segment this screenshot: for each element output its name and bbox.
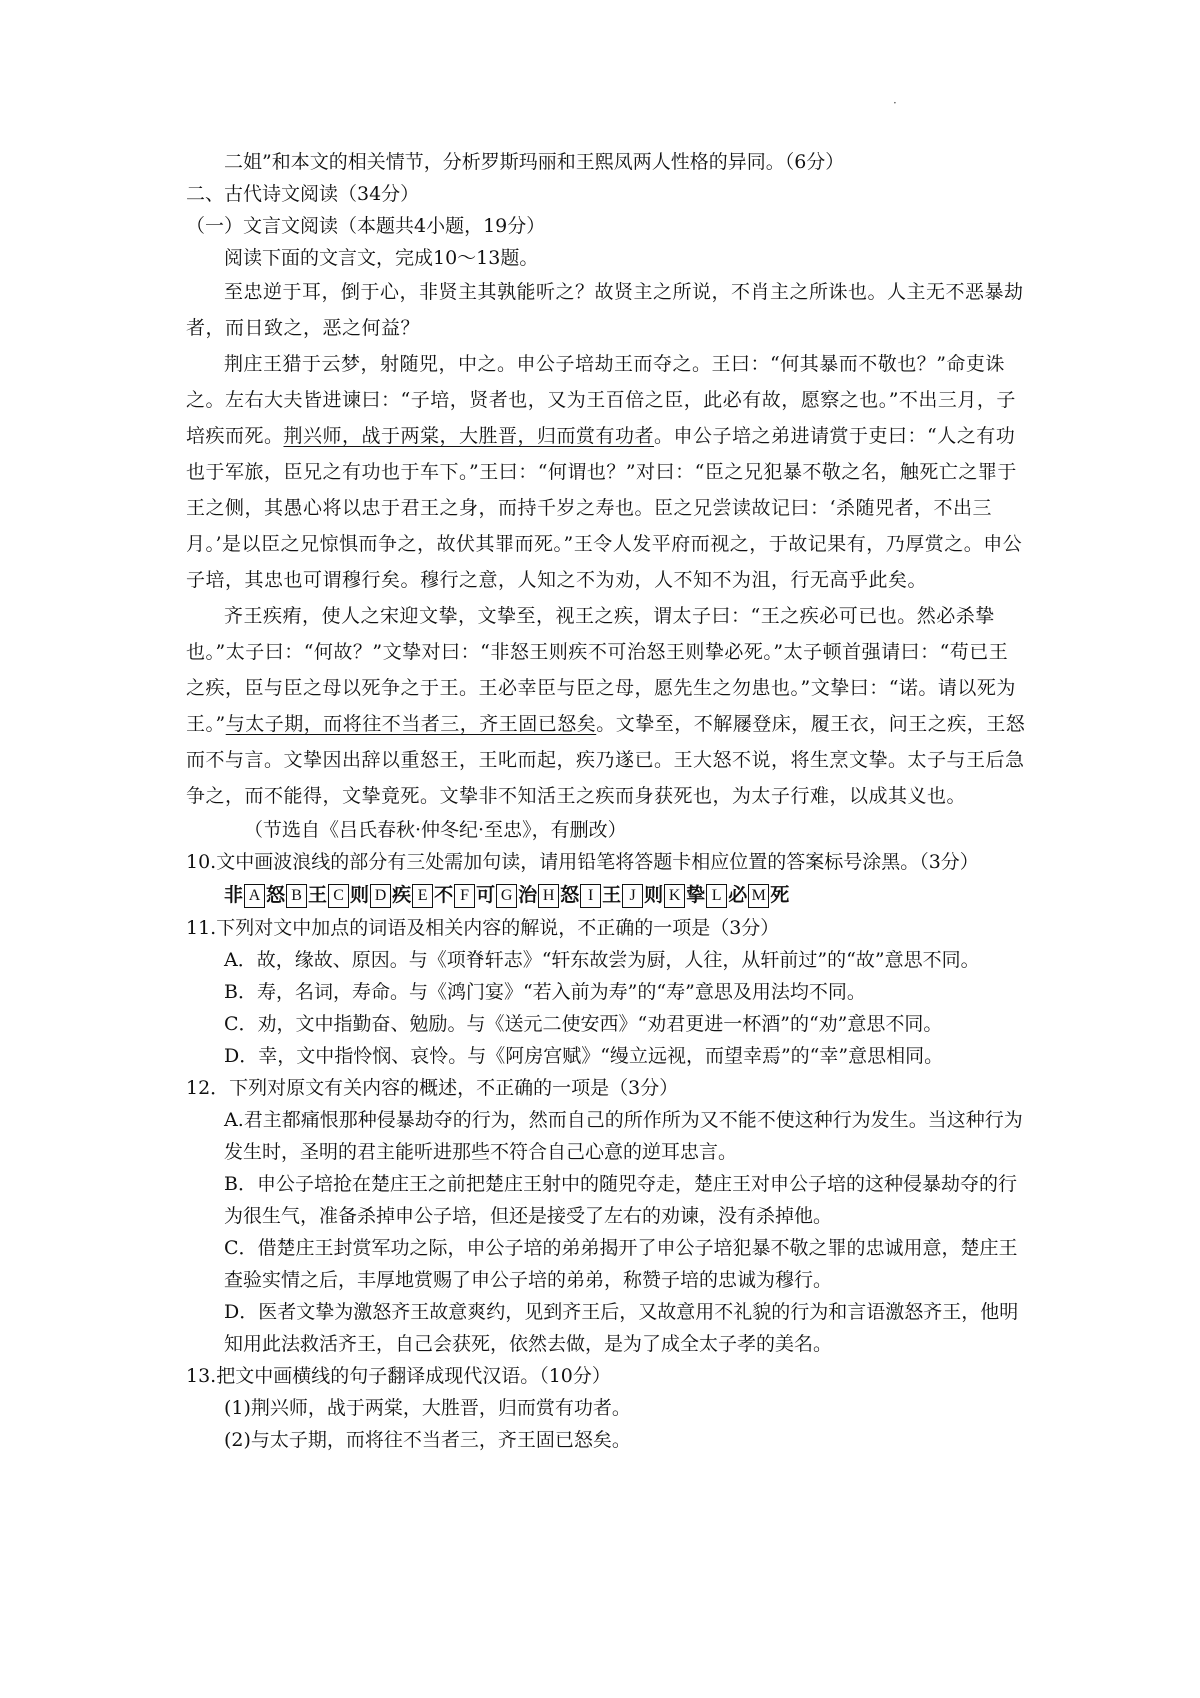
- answer-box-F[interactable]: F: [454, 884, 475, 908]
- text-line: 11.下列对文中加点的词语及相关内容的解说，不正确的一项是（3分）: [186, 917, 780, 939]
- classical-paragraph: [186, 346, 1026, 598]
- text-line: B．申公子培抢在楚庄王之前把楚庄王射中的随兕夺走，楚庄王对申公子培的这种侵暴劫夺的行为很生气，准备杀掉申公子培，但还是接受了左右的劝谏，没有杀掉他。: [224, 1173, 1017, 1227]
- paragraph-text: 齐王疾痏，使人之宋迎文挚，文挚至，视王之疾，谓太子曰：“王之疾必可已也。然必杀挚也。”太子曰：“何故？”文挚对曰：“非怒王则疾不可治怒王则挚必死。”太子顿首强请曰：“苟已王之疾，臣与臣之母以死争之于王。王必幸臣与臣之母，愿先生之勿患也。”文挚曰：“诺。请以死为王。”: [186, 605, 1016, 735]
- text-line: （一）文言文阅读（本题共4小题，19分）: [186, 215, 546, 237]
- passage-char: 挚: [686, 884, 706, 906]
- text-line: 10.文中画波浪线的部分有三处需加句读，请用铅笔将答题卡相应位置的答案标号涂黑。（3分）: [186, 851, 979, 873]
- top-mark: ·: [893, 96, 897, 110]
- passage-char: 则: [350, 884, 370, 906]
- passage-char: 王: [602, 884, 622, 906]
- passage-char: 不: [434, 884, 454, 906]
- text-line: C．劝，文中指勤奋、勉励。与《送元二使安西》“劝君更进一杯酒”的“劝”意思不同。: [224, 1013, 943, 1035]
- paragraph-text: 。文挚至，不解屦登床，履王衣，问王之疾，王怒而不与言。文挚因出辞以重怒王，王叱而起，疾乃遂已。王大怒不说，将生烹文挚。太子与王后急争之，而不能得，文挚竟死。文挚非不知活王之疾而身获死也，为太子行难，以成其义也。: [186, 713, 1026, 807]
- answer-box-C[interactable]: C: [328, 884, 349, 908]
- answer-box-A[interactable]: A: [244, 884, 265, 908]
- text-line: D．医者文挚为激怒齐王故意爽约，见到齐王后，又故意用不礼貌的行为和言语激怒齐王，他明知用此法救活齐王，自己会获死，依然去做，是为了成全太子孝的美名。: [224, 1301, 1019, 1355]
- text-line: 二、古代诗文阅读（34分）: [186, 183, 420, 205]
- passage-char: 非: [224, 884, 244, 906]
- text-line: 二姐”和本文的相关情节，分析罗斯玛丽和王熙凤两人性格的异同。（6分）: [224, 151, 845, 173]
- classical-paragraph: [186, 598, 1026, 814]
- text-line: D．幸，文中指怜悯、哀怜。与《阿房宫赋》“缦立远视，而望幸焉”的“幸”意思相同。: [224, 1045, 944, 1067]
- passage-char: 必: [728, 884, 748, 906]
- exam-content: [186, 146, 1026, 1456]
- passage-char: 可: [476, 884, 496, 906]
- text-line: 12．下列对原文有关内容的概述，不正确的一项是（3分）: [186, 1077, 679, 1099]
- paragraph-text: 。申公子培之弟进请赏于吏曰：“人之有功也于军旅，臣兄之有功也于车下。”王曰：“何谓也？”对曰：“臣之兄犯暴不敬之名，触死亡之罪于王之侧，其愚心将以忠于君王之身，而持千岁之寿也。臣之兄尝读故记曰：‘杀随兕者，不出三月。’是以臣之兄惊惧而争之，故伏其罪而死。”王令人发平府而视之，于故记果有，乃厚赏之。申公子培，其忠也可谓穆行矣。穆行之意，人知之不为劝，人不知不为沮，行无高乎此矣。: [186, 425, 1023, 591]
- underlined-sentence: 荆兴师，战于两棠，大胜晋，归而赏有功者: [283, 425, 655, 447]
- text-line: 至忠逆于耳，倒于心，非贤主其孰能听之？故贤主之所说，不肖主之所诛也。人主无不恶暴劫者，而日致之，恶之何益？: [186, 281, 1024, 339]
- punctuation-options-row: [186, 878, 1026, 912]
- text-line: 13.把文中画横线的句子翻译成现代汉语。（10分）: [186, 1365, 611, 1387]
- underlined-sentence: 与太子期，而将往不当者三，齐王固已怒矣: [225, 713, 597, 735]
- passage-char: 则: [644, 884, 664, 906]
- text-line: 阅读下面的文言文，完成10～13题。: [224, 247, 539, 269]
- answer-box-K[interactable]: K: [664, 884, 685, 908]
- text-line: （节选自《吕氏春秋·仲冬纪·至忠》，有删改）: [244, 819, 627, 841]
- answer-box-L[interactable]: L: [706, 884, 727, 908]
- passage-char: 王: [308, 884, 328, 906]
- passage-char: 死: [770, 884, 790, 906]
- text-line: B．寿，名词，寿命。与《鸿门宴》“若入前为寿”的“寿”意思及用法均不同。: [224, 981, 866, 1003]
- answer-box-I[interactable]: I: [580, 884, 601, 908]
- text-line: A.君主都痛恨那种侵暴劫夺的行为，然而自己的所作所为又不能不使这种行为发生。当这种行为发生时，圣明的君主能听进那些不符合自己心意的逆耳忠言。: [224, 1109, 1023, 1163]
- text-line: (1)荆兴师，战于两棠，大胜晋，归而赏有功者。: [224, 1397, 631, 1419]
- text-line: C．借楚庄王封赏军功之际，申公子培的弟弟揭开了申公子培犯暴不敬之罪的忠诚用意，楚庄王查验实情之后，丰厚地赏赐了申公子培的弟弟，称赞子培的忠诚为穆行。: [224, 1237, 1018, 1291]
- passage-char: 怒: [560, 884, 580, 906]
- answer-box-D[interactable]: D: [370, 884, 391, 908]
- passage-char: 怒: [266, 884, 286, 906]
- answer-box-B[interactable]: B: [286, 884, 307, 908]
- answer-box-H[interactable]: H: [538, 884, 559, 908]
- answer-box-G[interactable]: G: [496, 884, 517, 908]
- answer-box-M[interactable]: M: [748, 884, 769, 908]
- paragraph-text: 荆庄王猎于云梦，射随兕，中之。申公子培劫王而夺之。王曰：“何其暴而不敬也？”命吏诛之。左右大夫皆进谏曰：“子培，贤者也，又为王百倍之臣，此必有故，愿察之也。”不出三月，子培疾而死。: [186, 353, 1016, 447]
- answer-box-E[interactable]: E: [412, 884, 433, 908]
- answer-box-J[interactable]: J: [622, 884, 643, 908]
- text-line: A．故，缘故、原因。与《项脊轩志》“轩东故尝为厨，人往，从轩前过”的“故”意思不同。: [224, 949, 980, 971]
- passage-char: 治: [518, 884, 538, 906]
- text-line: (2)与太子期，而将往不当者三，齐王固已怒矣。: [224, 1429, 631, 1451]
- passage-char: 疾: [392, 884, 412, 906]
